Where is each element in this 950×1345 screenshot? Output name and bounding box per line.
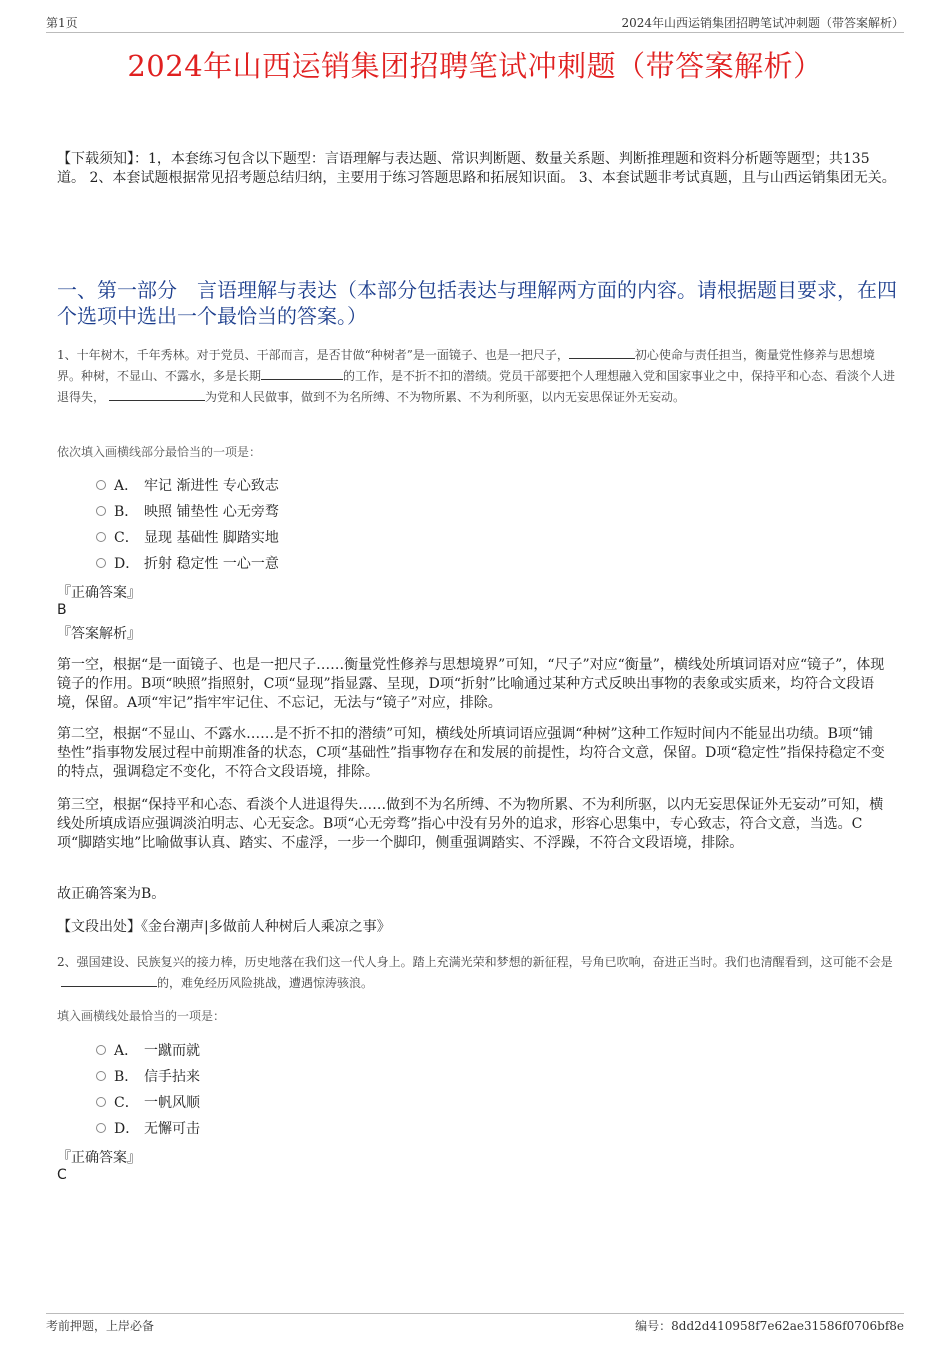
option-d[interactable]: D． 折射 稳定性 一心一意 [96, 554, 279, 574]
analysis-conclusion: 故正确答案为B。 [57, 886, 166, 902]
radio-icon[interactable] [96, 506, 106, 516]
correct-answer: B [57, 602, 67, 618]
answer-label: 『正确答案』 [57, 1150, 141, 1166]
radio-icon[interactable] [96, 1045, 106, 1055]
fill-blank [109, 388, 205, 401]
correct-answer: C [57, 1167, 67, 1183]
analysis-label: 『答案解析』 [57, 626, 141, 642]
page-header [46, 14, 904, 33]
answer-label: 『正确答案』 [57, 585, 141, 601]
footer-serial: 编号：8dd2d410958f7e62ae31586f0706bf8e [635, 1319, 904, 1333]
analysis-paragraph: 第二空，根据“不显山、不露水……是不折不扣的潜绩”可知，横线处所填词语应强调“种树”这种工作短时间内不能显出功绩。B项“铺垫性”指事物发展过程中前期准备的状态，C项“基础性”指事物存在和发展的前提性，均符合文意，保留。D项“稳定性”指保持稳定不变的特点，强调稳定不变化，不符合文段语境，排除。 [57, 726, 885, 780]
source-citation: 【文段出处】《金台潮声|多做前人种树后人乘凉之事》 [57, 919, 391, 935]
option-a[interactable]: A． 牢记 渐进性 专心致志 [96, 476, 279, 496]
document-title: 2024年山西运销集团招聘笔试冲刺题（带答案解析） [127, 49, 823, 83]
option-c[interactable]: C． 一帆风顺 [96, 1093, 200, 1113]
radio-icon[interactable] [96, 480, 106, 490]
header-doc-title: 2024年山西运销集团招聘笔试冲刺题（带答案解析） [621, 16, 904, 30]
page-footer [46, 1313, 904, 1336]
page-number: 第1页 [46, 16, 78, 30]
radio-icon[interactable] [96, 532, 106, 542]
section-heading: 一、第一部分 言语理解与表达（本部分包括表达与理解两方面的内容。请根据题目要求，在四个选项中选出一个最恰当的答案。） [57, 278, 897, 328]
radio-icon[interactable] [96, 1071, 106, 1081]
question-2-prompt: 填入画横线处最恰当的一项是： [57, 1009, 226, 1023]
radio-icon[interactable] [96, 558, 106, 568]
question-1-prompt: 依次填入画横线部分最恰当的一项是： [57, 445, 262, 459]
fill-blank [261, 367, 343, 380]
option-b[interactable]: B． 映照 铺垫性 心无旁骛 [96, 502, 279, 522]
question-2-text: 2、强国建设、民族复兴的接力棒，历史地落在我们这一代人身上。踏上充满光荣和梦想的新征程，号角已吹响，奋进正当时。我们也清醒看到，这可能不会是的，难免经历风险挑战，遭遇惊涛骇浪。 [57, 955, 893, 990]
radio-icon[interactable] [96, 1097, 106, 1107]
fill-blank [61, 974, 157, 987]
option-b[interactable]: B． 信手拈来 [96, 1067, 200, 1087]
download-notice: 【下载须知】：1，本套练习包含以下题型：言语理解与表达题、常识判断题、数量关系题、判断推理题和资料分析题等题型；共135道。 2、本套试题根据常见招考题总结归纳，主要用于练习答题思路和拓展知识面。 3、本套试题非考试真题，且与山西运销集团无关。 [57, 151, 896, 186]
fill-blank [569, 346, 635, 359]
radio-icon[interactable] [96, 1123, 106, 1133]
option-c[interactable]: C． 显现 基础性 脚踏实地 [96, 528, 279, 548]
question-1-text: 1、十年树木，千年秀林。对于党员、干部而言，是否甘做“种树者”是一面镜子、也是一把尺子， 初心使命与责任担当，衡量党性修养与思想境界。种树，不显山、不露水，多是长期 的工作，是不折不扣的潜绩。党员干部要把个人理想融入党和国家事业之中，保持平和心态、看淡个人进退得失， 为党和人民做事，做到不为名所缚、不为物所累、不为利所驱，以内无妄思保证外无妄动。 [57, 348, 896, 404]
analysis-paragraph: 第三空，根据“保持平和心态、看淡个人进退得失……做到不为名所缚、不为物所累、不为利所驱，以内无妄思保证外无妄动”可知，横线处所填成语应强调淡泊明志、心无妄念。B项“心无旁骛”指心中没有另外的追求，形容心思集中，专心致志，符合文意，当选。C项“脚踏实地”比喻做事认真、踏实、不虚浮，一步一个脚印，侧重强调踏实、不浮躁，不符合文段语境，排除。 [57, 797, 884, 851]
option-d[interactable]: D． 无懈可击 [96, 1119, 200, 1139]
analysis-paragraph: 第一空，根据“是一面镜子、也是一把尺子……衡量党性修养与思想境界”可知，“尺子”对应“衡量”，横线处所填词语对应“镜子”，体现镜子的作用。B项“映照”指照射，C项“显现”指显露、呈现，D项“折射”比喻通过某种方式反映出事物的表象或实质来，均符合文段语境，保留。A项“牢记”指牢牢记住、不忘记，无法与“镜子”对应，排除。 [57, 657, 885, 711]
option-a[interactable]: A． 一蹴而就 [96, 1041, 200, 1061]
footer-slogan: 考前押题，上岸必备 [46, 1319, 155, 1333]
